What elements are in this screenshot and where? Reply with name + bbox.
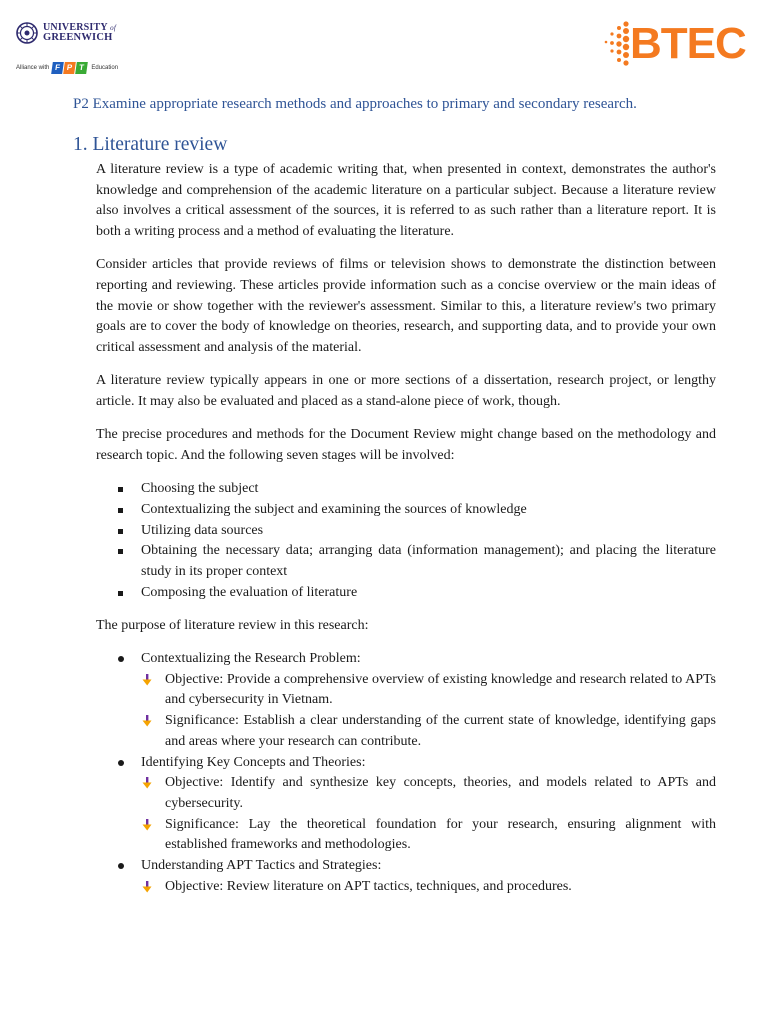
university-line1: UNIVERSITY (43, 22, 108, 33)
square-bullet-icon (118, 508, 123, 513)
list-item (96, 541, 716, 582)
arrow-bullet-icon (141, 715, 153, 727)
square-bullet-icon (118, 529, 123, 534)
paragraph: The precise procedures and methods for the Document Review might change based on the methodology and research topic. And the following seven stages will be involved: (96, 427, 716, 463)
sublist-item-text: Objective: Identify and synthesize key concepts, theories, and models related to APTs and cybersecurity. (165, 775, 716, 811)
arrow-bullet-icon (141, 881, 153, 893)
university-of-greenwich-logo (16, 22, 116, 44)
purpose-sublist (141, 670, 716, 753)
list-item (96, 479, 716, 500)
section-heading: 1. Literature review (73, 134, 228, 155)
list-item-text: Composing the evaluation of literature (141, 584, 358, 600)
purpose-item (96, 753, 716, 857)
purpose-item (96, 856, 716, 897)
btec-logo (602, 20, 746, 68)
section-content (96, 160, 716, 898)
paragraph: Consider articles that provide reviews of films or television shows to demonstrate the distinction between reporting and reviewing. These articles provide information such as a concise overview or the main ideas of the movie or show together with the reviewer's assessment. Similar to this, a literature review's two primary goals are to cover the body of knowledge on theories, research, and supporting data, and to provide your own critical assessment and analysis of the material. (96, 257, 716, 356)
square-bullet-icon (118, 487, 123, 492)
paragraph: A literature review typically appears in one or more sections of a dissertation, research project, or lengthy article. It may also be evaluated and placed as a stand-alone piece of work, though. (96, 373, 716, 410)
arrow-bullet-icon (141, 819, 153, 831)
list-item-text: Obtaining the necessary data; arranging data (information management); and placing the literature study in its proper context (141, 543, 716, 579)
sublist-item-text: Objective: Review literature on APT tactics, techniques, and procedures. (165, 878, 572, 894)
university-crest-icon (16, 22, 38, 44)
sublist-item (141, 670, 716, 711)
fpt-letter: F (52, 62, 65, 74)
fpt-alliance-logo (16, 62, 118, 74)
purpose-title: Identifying Key Concepts and Theories: (141, 754, 366, 770)
purpose-list (96, 649, 716, 897)
page-header (0, 0, 768, 90)
university-line2: GREENWICH (43, 32, 113, 43)
list-item-text: Choosing the subject (141, 481, 259, 497)
fpt-letter: T (76, 62, 89, 74)
education-label: Education (91, 65, 119, 71)
arrow-bullet-icon (141, 777, 153, 789)
sublist-item-text: Significance: Establish a clear understanding of the current state of knowledge, identifying gaps and areas where your research can contribute. (165, 713, 716, 749)
sublist-item-text: Significance: Lay the theoretical foundation for your research, ensuring alignment with established frameworks and methodologies. (165, 816, 716, 853)
round-bullet-icon (118, 863, 124, 869)
list-item (96, 583, 716, 604)
purpose-sublist (141, 773, 716, 856)
sublist-item (141, 815, 716, 856)
btec-dots-icon (602, 20, 632, 68)
round-bullet-icon (118, 656, 124, 662)
sublist-item (141, 711, 716, 752)
fpt-letter: P (64, 62, 77, 74)
square-bullet-icon (118, 549, 123, 554)
list-item-text: Contextualizing the subject and examining the sources of knowledge (141, 501, 527, 517)
paragraph: A literature review is a type of academic writing that, when presented in context, demonstrates the author's knowledge and comprehension of the academic literature on a particular subject. Because a literature review also involves a critical assessment of the sources, it is referred to as such rather than a literature report. It is both a writing process and a method of evaluating the literature. (96, 162, 716, 240)
list-item (96, 521, 716, 542)
university-of: of (110, 24, 116, 32)
purpose-sublist (141, 877, 716, 898)
purpose-intro: The purpose of literature review in this research: (96, 617, 369, 633)
purpose-title: Contextualizing the Research Problem: (141, 651, 361, 667)
list-item (96, 500, 716, 521)
alliance-with-label: Alliance with (16, 65, 50, 71)
purpose-item (96, 649, 716, 753)
list-item-text: Utilizing data sources (141, 522, 264, 538)
task-heading: P2 Examine appropriate research methods and approaches to primary and secondary research. (73, 96, 637, 112)
round-bullet-icon (118, 760, 124, 766)
university-name (43, 23, 116, 43)
sublist-item (141, 877, 716, 898)
stages-list (96, 479, 716, 603)
btec-wordmark: BTEC (630, 19, 746, 68)
fpt-logo (52, 62, 88, 74)
sublist-item (141, 773, 716, 814)
sublist-item-text: Objective: Provide a comprehensive overview of existing knowledge and research related to APTs and cybersecurity in Vietnam. (165, 671, 716, 708)
purpose-title: Understanding APT Tactics and Strategies: (141, 858, 382, 874)
arrow-bullet-icon (141, 674, 153, 686)
square-bullet-icon (118, 591, 123, 596)
